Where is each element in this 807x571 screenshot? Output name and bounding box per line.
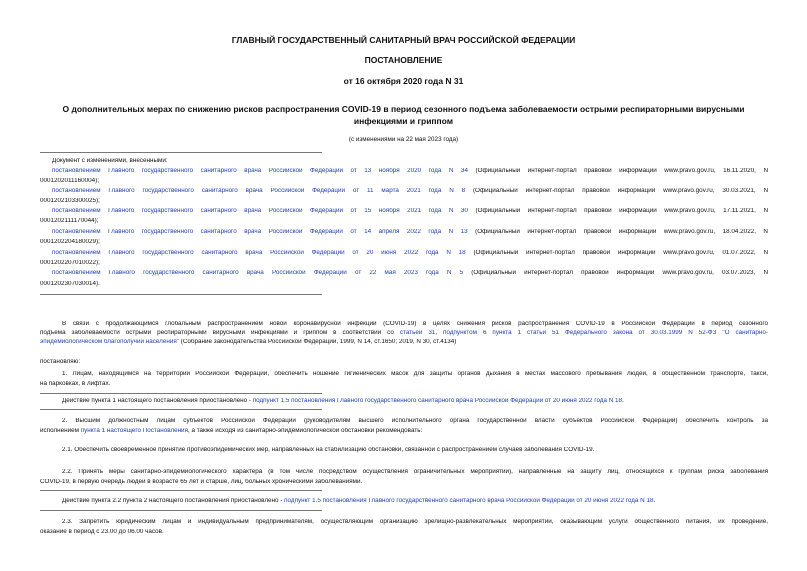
- divider-note-2-top: [40, 490, 322, 491]
- point-2-1: 2.1. Обеспечить своевременное принятие противоэпидемических мер, направленных на стабилизацию обстановки, связанной с распространением случаев заболевания COVID-19.: [62, 447, 595, 453]
- amendment-link[interactable]: постановлением Главного государственного санитарного врача Российской Федерации от 15 ноября 2021 года N 30: [52, 208, 468, 214]
- document-title: [40, 103, 767, 127]
- point-2-line: 2. Высшим должностным лицам субъектов Российской Федерации (руководителям высшего исполнительного органа государственной власти субъектов Российской Федерации) обеспечить контроль за: [62, 418, 768, 424]
- amendment-item-cont: 0001202011160004);: [40, 178, 99, 184]
- law-link-cont[interactable]: эпидемиологическом благополучии населения": [40, 339, 179, 345]
- point-1-link[interactable]: пункта 1 настоящего Постановления: [80, 428, 188, 434]
- amendment-item: [52, 229, 768, 235]
- amendment-item-cont: 0001202207010022);: [40, 260, 100, 266]
- amendment-item: [52, 250, 768, 256]
- point-2-3-line: оказание в период с 23.00 до 06.00 часов.: [40, 529, 164, 535]
- amendment-link[interactable]: постановлением Главного государственного санитарного врача Российской Федерации от 22 мая 2023 года N 5: [52, 270, 464, 276]
- note-end: .: [653, 498, 656, 504]
- note-text: Действие пункта 1 настоящего постановления приостановлено -: [62, 398, 253, 404]
- divider-top: [40, 152, 322, 153]
- amendment-link[interactable]: постановлением Главного государственного санитарного врача Российской Федерации от 20 июня 2022 года N 18: [52, 250, 466, 256]
- amendment-item: [52, 188, 768, 194]
- amendments-intro: Документ с изменениями, внесенными:: [52, 158, 168, 164]
- preamble-line: [40, 330, 768, 336]
- amendment-link[interactable]: постановлением Главного государственного санитарного врача Российской Федерации от 11 марта 2021 года N 8: [52, 188, 466, 194]
- preamble-text: (Собрание законодательства Российской Федерации, 1999, N 14, ст.1650; 2019, N 30, ст.4134): [178, 339, 457, 345]
- point-1-line: 1. Лицам, находящимся на территории Российской Федерации, обеспечить ношение гигиенических масок для защиты органов дыхания в местах массового пребывания людей, в общественном транспорте, такси,: [62, 371, 768, 377]
- point-2-line: [40, 428, 768, 434]
- point-2-2-line: 2.2. Принять меры санитарно-эпидемиологического характера (в том числе посредством осуществления ограничительных мероприятий), направленные на защиту лиц, относящихся к группам риска заболевания: [62, 469, 768, 475]
- document-date-number: от 16 октября 2020 года N 31: [343, 76, 464, 86]
- divider-note-1-top: [40, 393, 322, 394]
- note-end: .: [622, 398, 624, 404]
- amendment-item-cont: 0001202307030014).: [40, 281, 100, 287]
- note-text: Действие пункта 2.2 пункта 2 настоящего постановления приостановлено -: [62, 498, 285, 504]
- revision-note: (с изменениями на 22 мая 2023 года): [348, 136, 459, 143]
- note-link[interactable]: подпункт 1.5 постановления Главного государственного санитарного врача Российской Федерации от 20 июня 2022 года N 18: [284, 498, 654, 504]
- amendment-source: (Официальный интернет-портал правовой информации www.pravo.gov.ru, 01.07.2022, N: [465, 250, 768, 256]
- amendment-item-cont: 0001202204180029);: [40, 239, 100, 245]
- amendment-link[interactable]: постановлением Главного государственного санитарного врача Российской Федерации от 13 ноября 2020 года N 34: [52, 168, 468, 174]
- law-link[interactable]: статьей 31, подпунктом 6 пункта 1 статьи 51 Федерального закона от 30.03.1999 N 52-ФЗ "О санитарно-: [399, 330, 768, 336]
- amendment-item: [52, 270, 768, 276]
- point-1-line: на парковках, в лифтах.: [40, 381, 111, 387]
- amendment-item: [52, 168, 768, 174]
- document-type: ПОСТАНОВЛЕНИЕ: [364, 55, 443, 65]
- amendment-source: (Официальный интернет-портал правовой информации www.pravo.gov.ru, 18.04.2022, N: [467, 229, 768, 235]
- divider-amendments: [40, 294, 322, 295]
- amendment-item-cont: 0001202103300025);: [40, 198, 100, 204]
- issuing-authority: ГЛАВНЫЙ ГОСУДАРСТВЕННЫЙ САНИТАРНЫЙ ВРАЧ РОССИЙСКОЙ ФЕДЕРАЦИИ: [231, 35, 576, 45]
- preamble-line: [40, 339, 768, 345]
- amendment-source: (Официальный интернет-портал правовой информации www.pravo.gov.ru, 03.07.2023, N: [463, 270, 768, 276]
- amendment-item-cont: 0001202111170044);: [40, 218, 99, 224]
- point-2-2-line: COVID-19, в первую очередь людей в возрасте 65 лет и старше, лиц, больных хроническими заболеваниями.: [40, 479, 363, 485]
- point-2-text: , а также исходя из санитарно-эпидемиологической обстановки рекомендовать:: [187, 428, 423, 434]
- suspension-note-2: [62, 498, 790, 504]
- amendment-source: (Официальный интернет-портал правовой информации www.pravo.gov.ru, 30.03.2021, N: [465, 188, 768, 194]
- suspension-note-1: [62, 398, 790, 404]
- amendment-link[interactable]: постановлением Главного государственного санитарного врача Российской Федерации от 14 апреля 2022 года N 13: [52, 229, 468, 235]
- title-line-1: О дополнительных мерах по снижению рисков распространения COVID-19 в период сезонного подъема заболеваемости острыми респираторными вирусными: [62, 104, 745, 114]
- amendment-source: (Официальный интернет-портал правовой информации www.pravo.gov.ru, 16.11.2020, N: [467, 168, 768, 174]
- divider-note-2-bottom: [40, 510, 322, 511]
- amendment-source: (Официальный интернет-портал правовой информации www.pravo.gov.ru, 17.11.2021, N: [467, 208, 768, 214]
- amendment-item: [52, 208, 768, 214]
- point-2-text: исполнением: [40, 428, 81, 434]
- divider-note-1-bottom: [40, 409, 322, 410]
- decree-word: постановляю:: [40, 359, 81, 365]
- preamble-text: подъема заболеваемости острыми респираторными вирусными инфекциями и гриппом в соответствии со: [40, 330, 400, 336]
- point-2-3-line: 2.3. Запретить юридическим лицам и индивидуальным предпринимателям, осуществляющим организацию зрелищно-развлекательных мероприятий, оказывающим услуги общественного питания, их проведение,: [62, 519, 768, 525]
- note-link[interactable]: подпункт 1.5 постановления Главного государственного санитарного врача Российской Федерации от 20 июня 2022 года N 18: [252, 398, 623, 404]
- title-line-2: инфекциями и гриппом: [353, 116, 454, 126]
- preamble-line: В связи с продолжающимся глобальным распространением новой коронавирусной инфекции (COVID-19) в целях снижения рисков распространения COVID-19 в Российской Федерации в период сезонного: [62, 321, 768, 327]
